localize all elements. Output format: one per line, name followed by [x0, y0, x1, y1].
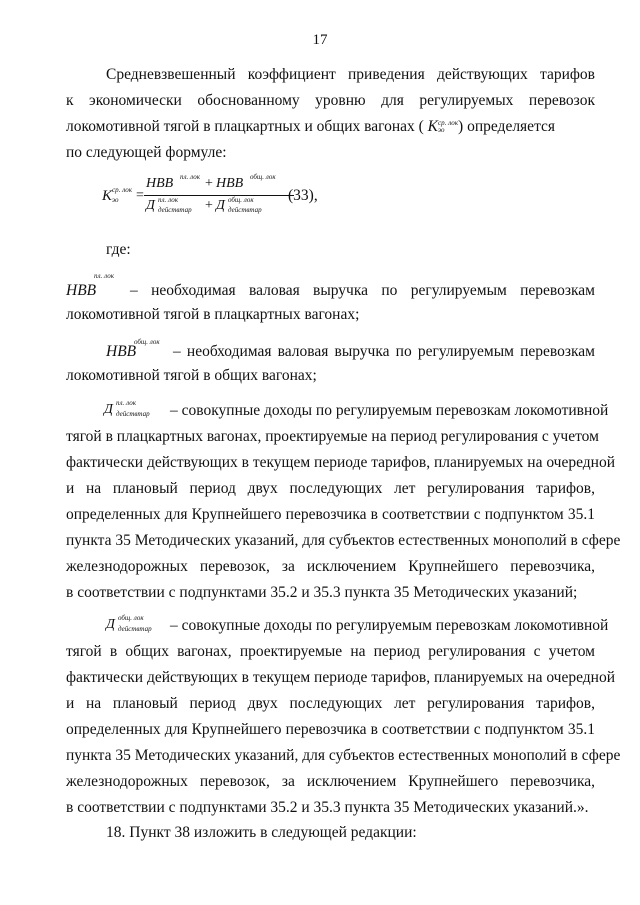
def1-symbol-sup: пл. лок [94, 272, 114, 280]
intro-line-3-text: локомотивной тягой в плацкартных и общих вагонах ( [66, 118, 424, 135]
def2-text-2: локомотивной тягой в общих вагонах; [66, 367, 317, 384]
formula-lhs-sub: эо [112, 196, 119, 204]
def3-symbol [104, 399, 164, 424]
formula-num1-sup: пл. лок [180, 173, 200, 181]
def3-line-4: и на плановый период двух последующих лет регулирования тарифов, [66, 480, 595, 497]
def4-line-3: фактически действующих в текущем периоде тарифов, планируемых на очередной [66, 669, 616, 686]
formula-den1: Д [146, 198, 155, 213]
formula-num2: НВВ [216, 176, 244, 191]
formula-lhs: K [102, 188, 113, 204]
def3-line-7: железнодорожных перевозок, за исключением Крупнейшего перевозчика, [66, 558, 595, 575]
coefficient-symbol-sup: ср. лок [438, 119, 459, 128]
intro-line-1: Средневзвешенный коэффициент приведения действующих тарифов [106, 66, 595, 83]
def4-line-7: железнодорожных перевозок, за исключением Крупнейшего перевозчика, [66, 773, 595, 790]
formula-lhs-sup: ср. лок [112, 186, 133, 194]
intro-line-3 [66, 118, 595, 136]
def2-text-1: – необходимая валовая выручка по регулируемым перевозкам [173, 343, 595, 360]
def3-line-3: фактически действующих в текущем периоде тарифов, планируемых на очередной [66, 454, 616, 471]
def4-line-5: определенных для Крупнейшего перевозчика в соответствии с подпунктом 35.1 [66, 721, 595, 738]
def3-symbol-letter: Д [104, 402, 113, 417]
formula-den1-sup: пл. лок [158, 196, 178, 204]
def4-symbol-letter: Д [106, 617, 115, 632]
formula-den2: Д [216, 198, 225, 213]
def1-text-1: – необходимая валовая выручка по регулируемым перевозкам [130, 282, 595, 299]
def1-text-2: локомотивной тягой в плацкартных вагонах; [66, 306, 360, 323]
def4-symbol [106, 614, 166, 639]
def3-symbol-sub: действтар [116, 410, 150, 418]
intro-line-4: по следующей формуле: [66, 144, 227, 161]
def4-line-1: – совокупные доходы по регулируемым перевозкам локомотивной [170, 617, 609, 634]
def2-symbol-text: НВВ [106, 343, 137, 360]
def1-symbol-text: НВВ [66, 282, 97, 299]
formula-num1: НВВ [146, 176, 174, 191]
def3-line-6: пункта 35 Методических указаний, для субъектов естественных монополий в сфере [66, 532, 621, 549]
def4-line-4: и на плановый период двух последующих лет регулирования тарифов, [66, 695, 595, 712]
item-18: 18. Пункт 38 изложить в следующей редакции: [106, 824, 417, 841]
def3-line-2: тягой в плацкартных вагонах, проектируемые на период регулирования с учетом [66, 428, 599, 445]
formula-den1-sub: действтар [158, 206, 192, 214]
def2-symbol-sup: общ. лок [134, 338, 160, 346]
def1-symbol [66, 272, 114, 299]
formula-den-plus: + [205, 198, 213, 213]
def2-symbol [106, 338, 160, 360]
formula-den2-sub: действтар [228, 206, 262, 214]
formula-33 [102, 173, 402, 224]
def3-symbol-sup: пл. лок [116, 399, 136, 407]
def4-symbol-sup: общ. лок [118, 614, 144, 622]
coefficient-symbol-sub: эо [438, 126, 445, 135]
formula-num2-sup: общ. лок [250, 173, 276, 181]
formula-den2-sup: общ. лок [228, 196, 254, 204]
intro-line-3-end: ) определяется [458, 118, 556, 135]
def4-line-2: тягой в общих вагонах, проектируемые на период регулирования с учетом [66, 643, 595, 660]
def4-line-8: в соответствии с подпунктами 35.2 и 35.3 пункта 35 Методических указаний.». [66, 799, 589, 816]
coefficient-symbol [428, 118, 458, 135]
def3-line-5: определенных для Крупнейшего перевозчика в соответствии с подпунктом 35.1 [66, 506, 595, 523]
def3-line-1: – совокупные доходы по регулируемым перевозкам локомотивной [170, 402, 609, 419]
formula-equals: = [136, 188, 144, 203]
where-label: где: [106, 241, 131, 258]
formula-num-plus: + [205, 176, 213, 191]
page-number: 17 [312, 32, 328, 48]
def4-symbol-sub: действтар [118, 625, 152, 633]
coefficient-symbol-letter: K [427, 118, 439, 135]
formula-number: (33), [288, 187, 318, 204]
def4-line-6: пункта 35 Методических указаний, для субъектов естественных монополий в сфере [66, 747, 621, 764]
intro-line-2: к экономически обоснованному уровню для регулируемых перевозок [66, 92, 595, 109]
def3-line-8: в соответствии с подпунктами 35.2 и 35.3 пункта 35 Методических указаний; [66, 584, 578, 601]
